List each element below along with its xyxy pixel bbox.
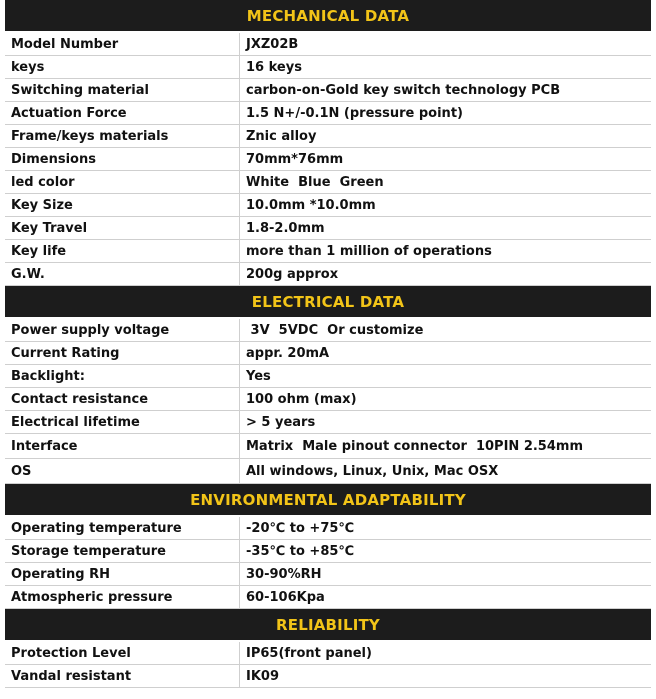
row-value: All windows, Linux, Unix, Mac OSX [246,464,499,479]
spec-table [5,0,651,688]
row-label: Interface [5,434,240,458]
row-value: appr. 20mA [246,346,330,361]
row-label: Key life [5,240,240,262]
row-label: Actuation Force [5,102,240,124]
row-value: 100 ohm (max) [246,392,357,407]
row-label: Key Travel [5,217,240,239]
row-label: Switching material [5,79,240,101]
row-value: 3V 5VDC Or customize [246,323,424,338]
table-row [5,459,651,484]
row-value: Matrix Male pinout connector 10PIN 2.54mm [246,439,583,454]
section-header-mechanical: MECHANICAL DATA [5,0,651,33]
table-row [5,586,651,609]
section-header-electrical: ELECTRICAL DATA [5,286,651,319]
table-row [5,540,651,563]
table-row [5,33,651,56]
row-value: Yes [246,369,271,384]
row-value: -35℃ to +85℃ [246,544,355,559]
section-header-environmental: ENVIRONMENTAL ADAPTABILITY [5,484,651,517]
table-row [5,148,651,171]
row-value: 16 keys [246,60,302,75]
row-label: Power supply voltage [5,319,240,341]
row-label: Frame/keys materials [5,125,240,147]
table-row [5,125,651,148]
row-label: OS [5,459,240,483]
row-label: G.W. [5,263,240,285]
row-value: 10.0mm *10.0mm [246,198,376,213]
row-value: more than 1 million of operations [246,244,492,259]
table-row [5,319,651,342]
table-row [5,388,651,411]
table-row [5,642,651,665]
table-row [5,434,651,459]
row-value: carbon-on-Gold key switch technology PCB [246,83,561,98]
row-value: IP65(front panel) [246,646,372,661]
row-label: keys [5,56,240,78]
table-row [5,171,651,194]
row-value: > 5 years [246,415,316,430]
table-row [5,342,651,365]
table-row [5,517,651,540]
row-value: IK09 [246,669,280,684]
table-row [5,56,651,79]
row-label: Contact resistance [5,388,240,410]
table-row [5,263,651,286]
row-label: Model Number [5,33,240,55]
row-label: led color [5,171,240,193]
table-row [5,194,651,217]
row-value: Znic alloy [246,129,317,144]
row-value: 30-90%RH [246,567,322,582]
row-label: Backlight: [5,365,240,387]
table-row [5,102,651,125]
row-label: Key Size [5,194,240,216]
row-label: Dimensions [5,148,240,170]
row-label: Atmospheric pressure [5,586,240,608]
row-value: 60-106Kpa [246,590,325,605]
table-row [5,563,651,586]
row-value: 1.5 N+/-0.1N (pressure point) [246,106,463,121]
row-label: Storage temperature [5,540,240,562]
row-label: Operating temperature [5,517,240,539]
row-label: Vandal resistant [5,665,240,687]
row-label: Current Rating [5,342,240,364]
row-value: JXZ02B [246,37,299,52]
row-label: Operating RH [5,563,240,585]
section-header-reliability: RELIABILITY [5,609,651,642]
table-row [5,79,651,102]
row-value: White Blue Green [246,175,384,190]
table-row [5,411,651,434]
row-value: -20℃ to +75℃ [246,521,355,536]
row-value: 1.8-2.0mm [246,221,325,236]
table-row [5,240,651,263]
row-label: Electrical lifetime [5,411,240,433]
table-row [5,217,651,240]
table-row [5,365,651,388]
table-row [5,665,651,688]
row-value: 70mm*76mm [246,152,344,167]
row-label: Protection Level [5,642,240,664]
row-value: 200g approx [246,267,339,282]
